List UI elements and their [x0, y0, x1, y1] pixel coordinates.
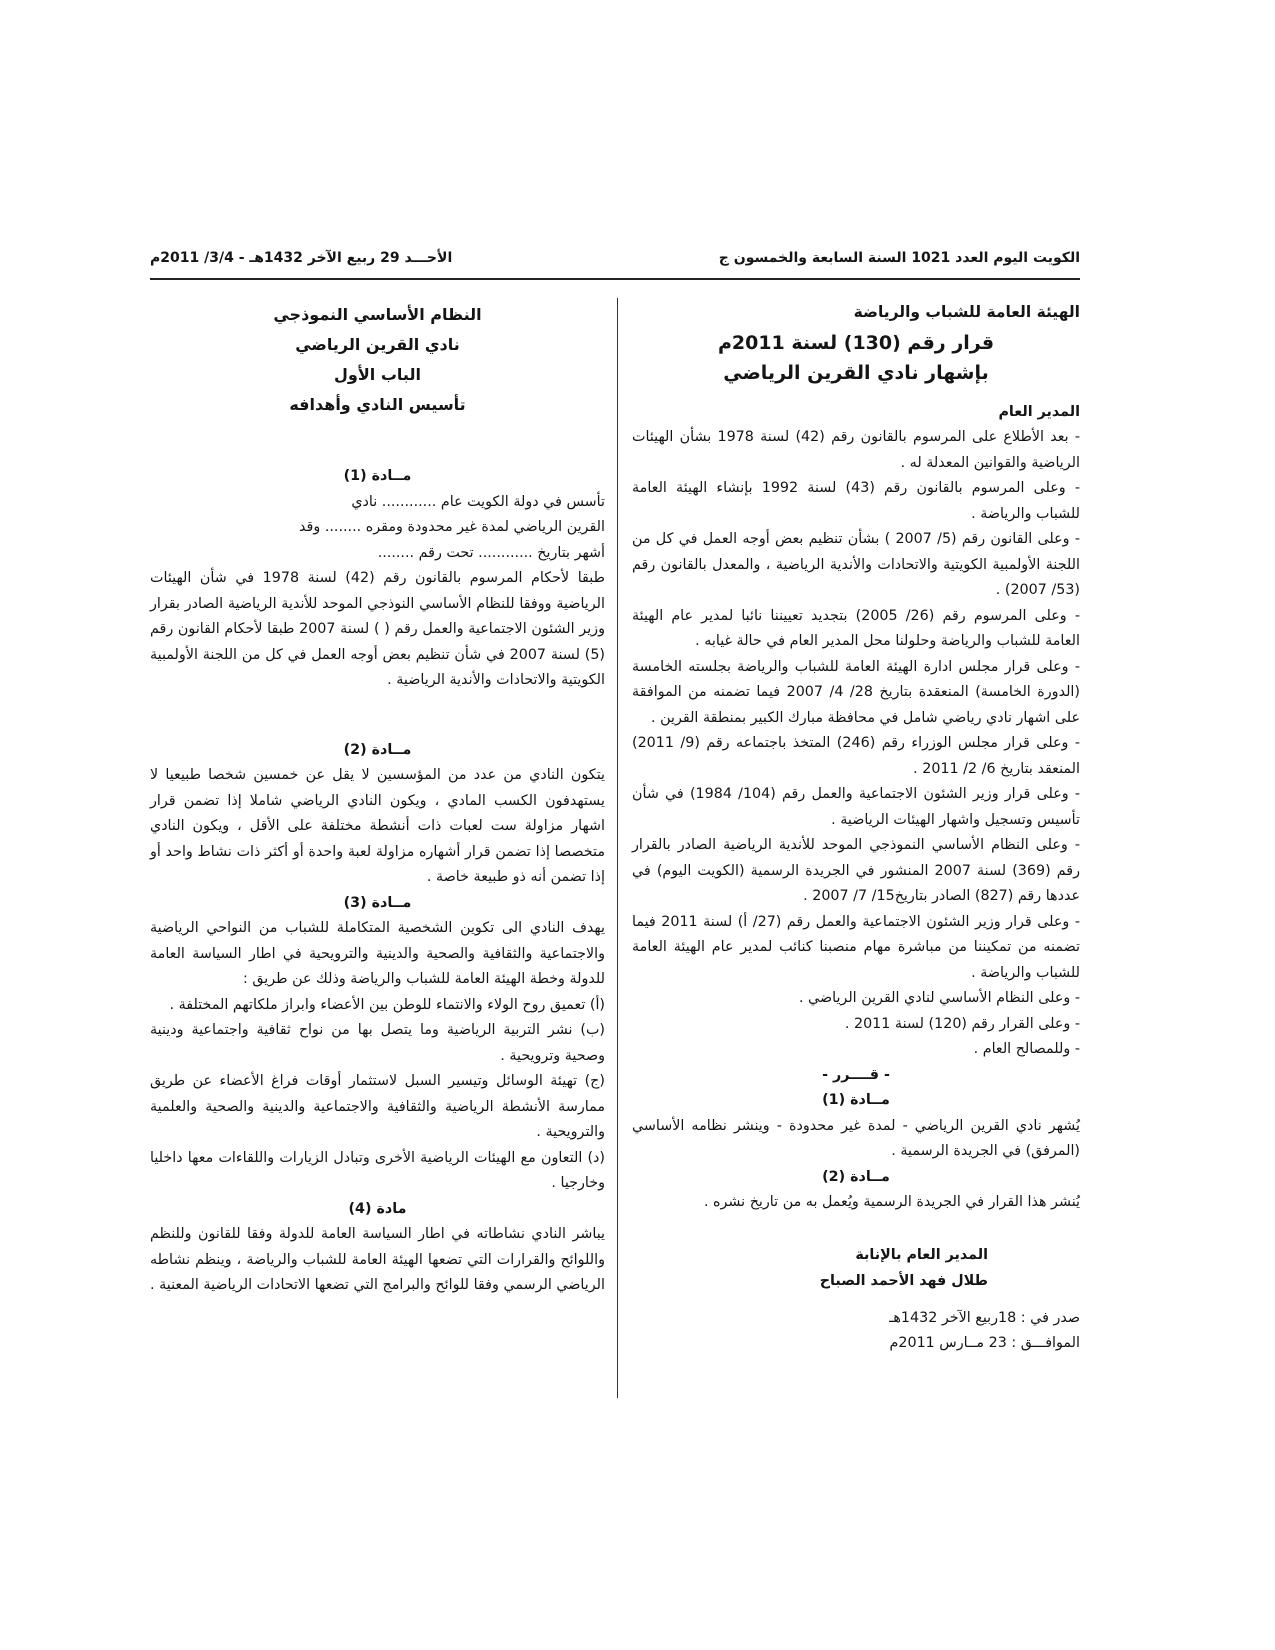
preamble-item: - وعلى المرسوم بالقانون رقم (43) لسنة 1992 بإنشاء الهيئة العامة للشباب والرياضة .: [632, 480, 1080, 522]
article-item: (أ) تعميق روح الولاء والانتماء للوطن بين الأعضاء وابراز ملكاتهم المختلفة .: [169, 996, 605, 1013]
article-heading: مادة (4): [348, 1200, 407, 1217]
article-heading: مــادة (2): [822, 1168, 890, 1185]
decision-column: [632, 300, 1080, 1357]
column-divider: [617, 298, 618, 1398]
decided-label: - قــــرر -: [822, 1066, 890, 1083]
preamble-item: - وعلى المرسوم رقم (26/ 2005) بتجديد تعييننا نائبا لمدير عام الهيئة العامة للشباب والرياضة وحلولنا محل المدير العام في حالة غيابه .: [632, 607, 1080, 649]
article-text: يباشر النادي نشاطاته في اطار السياسة العامة للدولة وفقا للقانون وللنظم واللوائح والقرارات التي تضعها الهيئة العامة للشباب والرياضة ، وينظم نشاطه الرياضي الرسمي وفقا للوائح والبرامج التي تضعها الاتحادات الرياضية المعنية .: [150, 1226, 605, 1293]
director-label: المدير العام: [998, 403, 1080, 420]
organization-name: الهيئة العامة للشباب والرياضة: [853, 303, 1080, 321]
preamble-item: - وعلى النظام الأساسي النموذجي الموحد للأندية الرياضية الصادر بالقرار رقم (369) لسنة 2007 المنشور في الجريدة الرسمية (الكويت اليوم) في عددها رقم (827) الصادر بتاريخ15/ 7/ 2007 .: [632, 837, 1080, 904]
article-text: يهدف النادي الى تكوين الشخصية المتكاملة للشباب من النواحي الرياضية والاجتماعية والثقافية والصحية والدينية والترويحية في اطار السياسة العامة للدولة وخطة الهيئة العامة للشباب والرياضة وذلك عن طريق :: [150, 920, 605, 987]
preamble-item: - وعلى قرار وزير الشئون الاجتماعية والعمل رقم (104/ 1984) في شأن تأسيس وتسجيل واشهار الهيئات الرياضية .: [632, 786, 1080, 828]
article-text: يتكون النادي من عدد من المؤسسين لا يقل عن خمسين شخصا طبيعيا لا يستهدفون الكسب المادي ، ويكون النادي الرياضي شاملا إذا تضمن قرار اشهار مزاولة ست لعبات ذات أنشطة مختلفة على الأقل ، ويكون النادي متخصصا إذا تضمن قرار أشهاره مزاولة لعبة واحدة أو أكثر ذات نشاط واحد أو إذا تضمن أنه ذو طبيعة خاصة .: [150, 767, 605, 885]
decision-subject: بإشهار نادي القرين الرياضي: [723, 361, 989, 384]
article-item: (ب) نشر التربية الرياضية وما يتصل بها من نواح ثقافية واجتماعية ودينية وصحية وترويحية .: [150, 1022, 605, 1064]
preamble-item: - وعلى القرار رقم (120) لسنة 2011 .: [844, 1015, 1080, 1032]
page-header: [150, 246, 1080, 280]
chapter-title: الباب الأول: [334, 365, 421, 384]
preamble-item: - وعلى قرار مجلس ادارة الهيئة العامة للشباب والرياضة بجلسته الخامسة (الدورة الخامسة) المنعقدة بتاريخ 28/ 4/ 2007 فيما تضمنه من الموافقة على اشهار نادي رياضي شامل في محافظة مبارك الكبير بمنطقة القرين .: [632, 658, 1080, 726]
article-text: يُشهر نادي القرين الرياضي - لمدة غير محدودة - وينشر نظامه الأساسي (المرفق) في الجريدة الرسمية .: [632, 1117, 1080, 1159]
issued-date-hijri: صدر في : 18ربيع الآخر 1432هـ: [889, 1309, 1080, 1326]
article-line: طبقا لأحكام المرسوم بالقانون رقم (42) لسنة 1978 في شأن الهيئات الرياضية ووفقا للنظام الأساسي النوذجي الموحد للأندية الرياضية الصادر بقرار وزير الشئون الاجتماعية والعمل رقم ( ) لسنة 2007 طبقا لأحكام القانون رقم (5) لسنة 2007 في شأن تنظيم بعض أوجه العمل في كل من اللجنة الأولمبية الكويتية والاتحادات والأندية الرياضية .: [150, 570, 605, 688]
article-text: يُنشر هذا القرار في الجريدة الرسمية ويُعمل به من تاريخ نشره .: [703, 1194, 1080, 1210]
preamble-item: - بعد الأطلاع على المرسوم بالقانون رقم (42) لسنة 1978 بشأن الهيئات الرياضية والقوانين المعدلة له .: [632, 429, 1080, 471]
issued-date-gregorian: الموافـــق : 23 مــارس 2011م: [889, 1335, 1080, 1351]
signature-title: المدير العام بالإنابة: [855, 1246, 988, 1263]
article-heading: مــادة (2): [343, 741, 412, 758]
article-line: القرين الرياضي لمدة غير محدودة ومقره ........ وقد: [299, 519, 605, 535]
decision-title: قرار رقم (130) لسنة 2011م: [717, 331, 995, 354]
preamble-item: - وعلى القانون رقم (5/ 2007 ) بشأن تنظيم بعض أوجه العمل في كل من اللجنة الأولمبية الكويتية والاتحادات والأندية الرياضية ، والمعدل بالقانون رقم (53/ 2007) .: [632, 531, 1080, 598]
article-heading: مــادة (3): [343, 894, 412, 911]
signature-name: طلال فهد الأحمد الصباح: [819, 1272, 988, 1289]
header-issue-info: الكويت اليوم العدد 1021 السنة السابعة والخمسون ج: [718, 250, 1080, 266]
article-heading: مــادة (1): [343, 468, 412, 484]
article-item: (د) التعاون مع الهيئات الرياضية الأخرى وتبادل الزيارات واللقاءات معها داخليا وخارجيا .: [150, 1149, 605, 1191]
article-line: أشهر بتاريخ ............ تحت رقم ........: [377, 544, 605, 561]
club-name: نادي القرين الرياضي: [295, 335, 460, 354]
statute-column: [150, 300, 605, 1299]
article-heading: مــادة (1): [822, 1092, 890, 1108]
chapter-subtitle: تأسيس النادي وأهدافه: [289, 395, 466, 414]
article-line: تأسس في دولة الكويت عام ............ نادي: [351, 493, 605, 510]
statute-title: النظام الأساسي النموذجي: [273, 305, 482, 324]
preamble-item: - وعلى قرار وزير الشئون الاجتماعية والعمل رقم (27/ أ) لسنة 2011 فيما تضمنه من تمكيننا من مباشرة مهام منصبنا كنائب لمدير عام الهيئة العامة للشباب والرياضة .: [632, 913, 1080, 981]
article-item: (ج) تهيئة الوسائل وتيسير السبل لاستثمار أوقات فراغ الأعضاء عن طريق ممارسة الأنشطة الرياضية والثقافية والاجتماعية والدينية والصحية والعلمية والترويحية .: [150, 1073, 605, 1140]
preamble-item: - وعلى النظام الأساسي لنادي القرين الرياضي .: [798, 990, 1080, 1006]
preamble-item: - وللمصالح العام .: [973, 1041, 1080, 1057]
preamble-item: - وعلى قرار مجلس الوزراء رقم (246) المتخذ باجتماعه رقم (9/ 2011) المنعقد بتاريخ 6/ 2/ 2011 .: [632, 735, 1080, 777]
header-date: الأحـــد 29 ربيع الآخر 1432هـ - 3/4/ 2011م: [150, 250, 453, 266]
